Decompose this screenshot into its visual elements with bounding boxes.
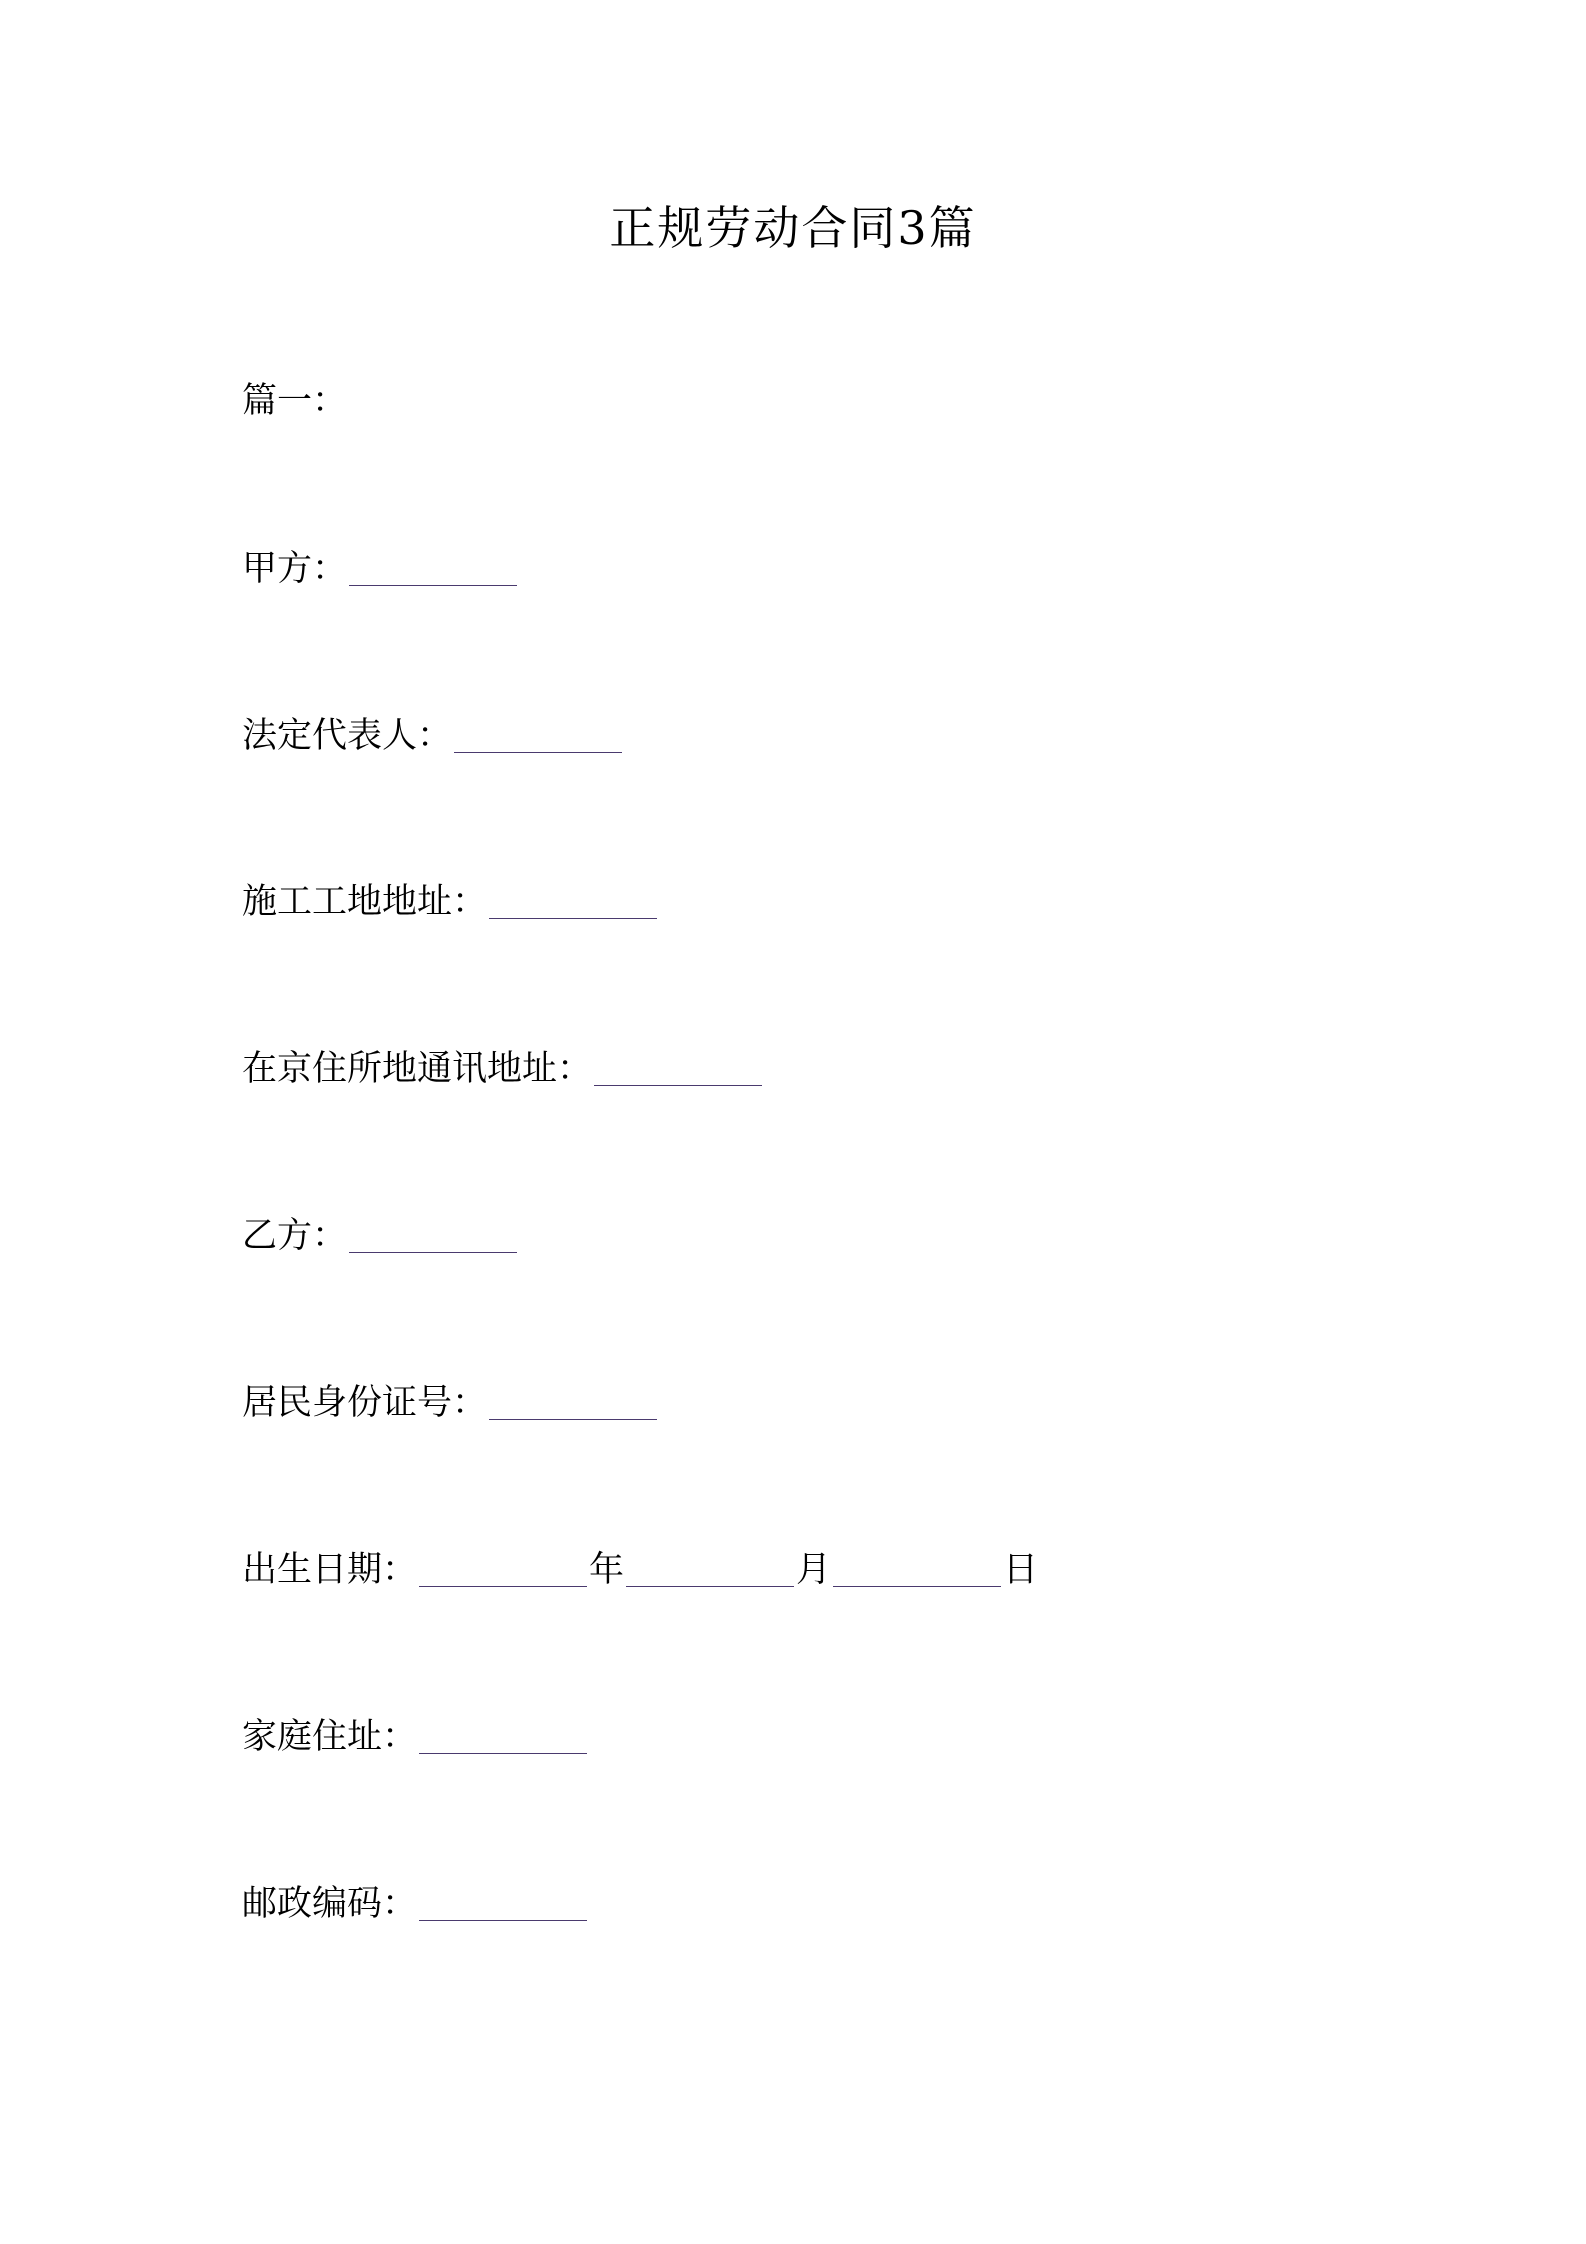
section-label bbox=[242, 378, 347, 424]
day-unit: 日 bbox=[1003, 1550, 1039, 1590]
document-title: 正规劳动合同3篇 bbox=[609, 201, 977, 255]
month-unit: 月 bbox=[796, 1550, 832, 1590]
section-label-text: 篇一： bbox=[242, 381, 348, 421]
field-home-address bbox=[242, 1714, 589, 1760]
birth-year-blank[interactable] bbox=[419, 1552, 587, 1587]
field-legal-representative bbox=[242, 713, 624, 759]
field-party-b bbox=[242, 1213, 519, 1259]
field-label: 乙方： bbox=[242, 1216, 348, 1256]
field-label: 施工工地地址： bbox=[242, 882, 488, 922]
field-party-a bbox=[242, 546, 519, 592]
party-b-blank[interactable] bbox=[349, 1218, 517, 1253]
field-label: 法定代表人： bbox=[242, 716, 453, 756]
field-label: 家庭住址： bbox=[242, 1717, 418, 1757]
site-address-blank[interactable] bbox=[489, 884, 657, 919]
field-label: 出生日期： bbox=[242, 1550, 418, 1590]
field-label: 居民身份证号： bbox=[242, 1383, 488, 1423]
field-birth-date bbox=[242, 1547, 1038, 1593]
year-unit: 年 bbox=[589, 1550, 625, 1590]
postal-code-blank[interactable] bbox=[419, 1886, 587, 1921]
legal-representative-blank[interactable] bbox=[454, 718, 622, 753]
birth-day-blank[interactable] bbox=[833, 1552, 1001, 1587]
birth-month-blank[interactable] bbox=[626, 1552, 794, 1587]
field-postal-code bbox=[242, 1881, 589, 1927]
field-label: 在京住所地通讯地址： bbox=[242, 1049, 593, 1089]
field-label: 邮政编码： bbox=[242, 1884, 418, 1924]
field-id-number bbox=[242, 1380, 659, 1426]
field-label: 甲方： bbox=[242, 549, 348, 589]
field-beijing-address bbox=[242, 1046, 764, 1092]
party-a-blank[interactable] bbox=[349, 551, 517, 586]
home-address-blank[interactable] bbox=[419, 1719, 587, 1754]
beijing-address-blank[interactable] bbox=[594, 1051, 762, 1086]
field-site-address bbox=[242, 879, 659, 925]
id-number-blank[interactable] bbox=[489, 1385, 657, 1420]
